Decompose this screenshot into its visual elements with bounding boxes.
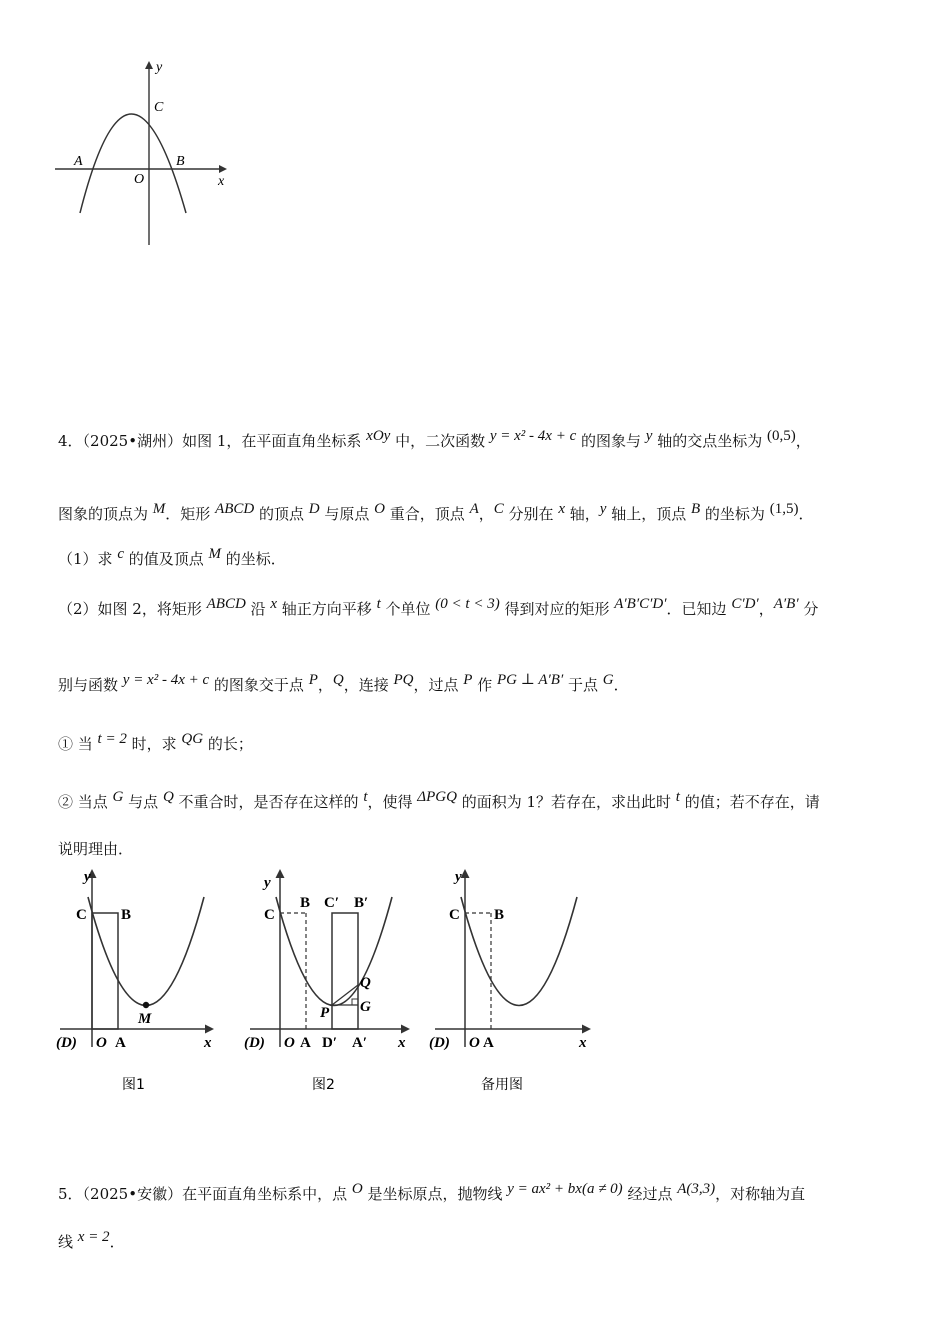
x-axis-arrow — [401, 1025, 410, 1034]
top-parabola-figure — [50, 55, 250, 255]
q4-line-6: ① 当 t = 2 时，求 QG 的长； — [58, 731, 253, 753]
right-angle-mark — [352, 999, 358, 1005]
q5-line-2: 线 x = 2． — [58, 1229, 125, 1251]
label-a-prime: A′ — [352, 1035, 368, 1051]
label-o: O — [96, 1035, 107, 1051]
label-q: Q — [360, 975, 371, 991]
label-m: M — [138, 1011, 152, 1027]
q4-line-3: （1）求 c 的值及顶点 M 的坐标． — [58, 546, 286, 568]
q4-line-2: 图象的顶点为 M．矩形 ABCD 的顶点 D 与原点 O 重合，顶点 A，C 分别在 x 轴，y 轴上，顶点 B 的坐标为 (1,5)． — [58, 501, 814, 523]
y-axis-arrow — [276, 869, 285, 878]
label-b-prime: B′ — [354, 895, 369, 911]
label-y: y — [264, 875, 271, 891]
x-axis-arrow — [205, 1025, 214, 1034]
figure-1 — [50, 865, 230, 1095]
label-d-prime: D′ — [322, 1035, 338, 1051]
label-c: C — [76, 907, 87, 923]
label-a: A — [300, 1035, 311, 1051]
label-o: O — [284, 1035, 295, 1051]
label-c: C — [154, 100, 164, 115]
label-c-prime: C′ — [324, 895, 340, 911]
label-c: C — [449, 907, 460, 923]
label-x: x — [398, 1035, 406, 1051]
label-g: G — [360, 999, 371, 1015]
x-axis-arrow — [582, 1025, 591, 1034]
label-a: A — [115, 1035, 126, 1051]
label-a: A — [483, 1035, 494, 1051]
label-o: O — [469, 1035, 480, 1051]
label-b: B — [121, 907, 132, 923]
y-axis-arrow — [461, 869, 470, 878]
label-d: (D) — [244, 1035, 265, 1051]
y-axis-arrow — [145, 61, 153, 69]
label-d: (D) — [56, 1035, 77, 1051]
label-o: O — [134, 172, 145, 187]
label-a: A — [74, 154, 83, 169]
figure-1-caption: 图1 — [122, 1077, 145, 1093]
figure-backup — [425, 865, 605, 1095]
label-x: x — [218, 174, 225, 189]
vertex-m-dot — [143, 1002, 149, 1008]
figure-backup-caption: 备用图 — [481, 1077, 523, 1093]
label-y: y — [156, 60, 163, 75]
q4-line-8: 说明理由． — [58, 840, 134, 858]
figure-2 — [240, 865, 420, 1095]
label-c: C — [264, 907, 275, 923]
parabola-curve — [80, 114, 186, 213]
label-b: B — [176, 154, 185, 169]
q4-line-5: 别与函数 y = x² - 4x + c 的图象交于点 P，Q，连接 PQ，过点 P 作 PG ⊥ A′B′ 于点 G． — [58, 672, 629, 694]
label-b: B — [494, 907, 505, 923]
figure-2-caption: 图2 — [312, 1077, 335, 1093]
q5-line-1: 5．（2025•安徽）在平面直角坐标系中，点 O 是坐标原点，抛物线 y = ax² + bx(a ≠ 0) 经过点 A(3,3)，对称轴为直 — [58, 1181, 806, 1203]
label-d: (D) — [429, 1035, 450, 1051]
q4-line-1: 4．（2025•湖州）如图 1，在平面直角坐标系 xOy 中，二次函数 y = x² - 4x + c 的图象与 y 轴的交点坐标为 (0,5)， — [58, 428, 811, 450]
label-x: x — [579, 1035, 587, 1051]
rectangle-a2b2c2d2 — [332, 913, 358, 1029]
parabola-curve — [461, 897, 577, 1006]
label-y: y — [84, 869, 91, 885]
x-axis-arrow — [219, 165, 227, 173]
label-x: x — [204, 1035, 212, 1051]
q4-line-4: （2）如图 2，将矩形 ABCD 沿 x 轴正方向平移 t 个单位 (0 < t < 3) 得到对应的矩形 A′B′C′D′．已知边 C′D′，A′B′ 分 — [58, 596, 819, 618]
label-b: B — [300, 895, 311, 911]
label-p: P — [320, 1005, 330, 1021]
label-y: y — [455, 869, 462, 885]
q4-line-7: ② 当点 G 与点 Q 不重合时，是否存在这样的 t，使得 ΔPGQ 的面积为 1？若存在，求出此时 t 的值；若不存在，请 — [58, 789, 820, 811]
